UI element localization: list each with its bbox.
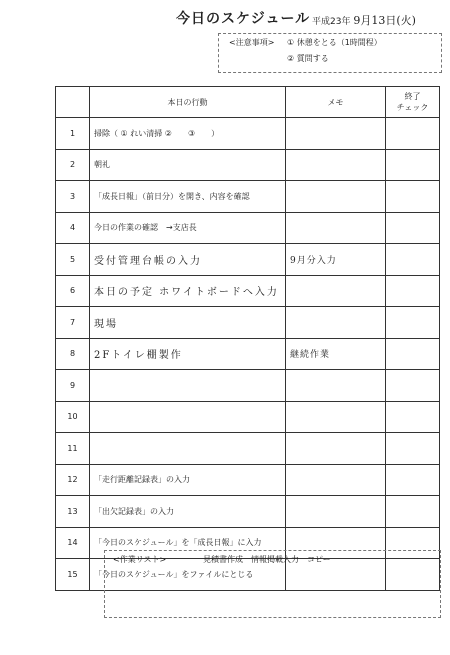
table-header-row xyxy=(56,87,440,118)
table-row xyxy=(56,212,440,244)
table-row xyxy=(56,370,440,402)
row-check-cell[interactable] xyxy=(386,244,440,276)
row-memo xyxy=(286,149,386,181)
row-task[interactable] xyxy=(90,370,286,402)
table-row xyxy=(56,275,440,307)
notes-item: ① 休憩をとる（1時間程） xyxy=(287,38,382,47)
page-title: 今日のスケジュール xyxy=(176,11,311,27)
row-number: 10 xyxy=(56,401,90,433)
row-number: 8 xyxy=(56,338,90,370)
row-memo xyxy=(286,181,386,213)
table-row xyxy=(56,149,440,181)
header-check-label: チェック xyxy=(396,103,429,112)
table-row xyxy=(56,338,440,370)
row-task: 朝礼 xyxy=(90,149,286,181)
row-memo xyxy=(286,275,386,307)
row-memo xyxy=(286,212,386,244)
row-number: 11 xyxy=(56,433,90,465)
header-memo: メモ xyxy=(286,87,386,118)
header-task: 本日の行動 xyxy=(90,87,286,118)
row-check-cell[interactable] xyxy=(386,370,440,402)
row-memo[interactable] xyxy=(286,370,386,402)
row-memo: 継続作業 xyxy=(286,338,386,370)
row-number: 13 xyxy=(56,496,90,528)
row-check-cell[interactable] xyxy=(386,338,440,370)
row-number: 12 xyxy=(56,464,90,496)
row-check-cell[interactable] xyxy=(386,433,440,465)
row-number: 7 xyxy=(56,307,90,339)
row-task: 「成長日報」（前日分）を開き、内容を確認 xyxy=(90,181,286,213)
row-task: 今日の作業の確認 →支店長 xyxy=(90,212,286,244)
row-number: 14 xyxy=(56,527,90,559)
row-task: 現場 xyxy=(90,307,286,339)
worklist-items: 見積書作成 情報掲載入力 コピー xyxy=(203,555,331,564)
row-memo xyxy=(286,496,386,528)
row-check-cell[interactable] xyxy=(386,275,440,307)
notes-label: <注意事項> xyxy=(229,38,275,47)
row-number: 9 xyxy=(56,370,90,402)
row-number: 3 xyxy=(56,181,90,213)
row-task: 本日の予定 ホワイトボードへ入力 xyxy=(90,275,286,307)
row-check-cell[interactable] xyxy=(386,181,440,213)
row-memo: 9月分入力 xyxy=(286,244,386,276)
row-task[interactable] xyxy=(90,433,286,465)
row-check-cell[interactable] xyxy=(386,464,440,496)
row-check-cell[interactable] xyxy=(386,307,440,339)
header-done-label: 終了 xyxy=(404,92,421,101)
row-check-cell[interactable] xyxy=(386,149,440,181)
table-row xyxy=(56,401,440,433)
worklist-label: <作業リスト> xyxy=(113,555,167,564)
row-task: 「今日のスケジュール」をファイルにとじる xyxy=(90,559,286,591)
notes-item: ② 質問する xyxy=(287,54,329,63)
table-row xyxy=(56,181,440,213)
row-number: 15 xyxy=(56,559,90,591)
row-task: 「出欠記録表」の入力 xyxy=(90,496,286,528)
notes-box xyxy=(218,33,442,73)
row-check-cell[interactable] xyxy=(386,118,440,150)
row-task: 受付管理台帳の入力 xyxy=(90,244,286,276)
row-memo xyxy=(286,307,386,339)
header-check xyxy=(386,87,440,118)
row-number: 5 xyxy=(56,244,90,276)
row-check-cell[interactable] xyxy=(386,401,440,433)
table-row xyxy=(56,496,440,528)
header-number xyxy=(56,87,90,118)
table-row xyxy=(56,464,440,496)
worklist-box xyxy=(104,550,441,618)
row-memo[interactable] xyxy=(286,401,386,433)
table-row xyxy=(56,433,440,465)
row-check-cell[interactable] xyxy=(386,212,440,244)
date-handwritten: 9月13日(火) xyxy=(353,14,416,27)
row-number: 4 xyxy=(56,212,90,244)
date-era: 平成23年 xyxy=(312,17,351,27)
row-number: 6 xyxy=(56,275,90,307)
date xyxy=(312,12,416,28)
row-task: 掃除（ ① れい清掃 ② ③ ） xyxy=(90,118,286,150)
row-memo xyxy=(286,118,386,150)
row-task: 2Fトイレ棚製作 xyxy=(90,338,286,370)
table-row xyxy=(56,118,440,150)
schedule-table xyxy=(55,86,440,591)
row-number: 1 xyxy=(56,118,90,150)
row-check-cell[interactable] xyxy=(386,496,440,528)
row-number: 2 xyxy=(56,149,90,181)
row-task: 「走行距離記録表」の入力 xyxy=(90,464,286,496)
row-memo[interactable] xyxy=(286,433,386,465)
row-task: 「今日のスケジュール」を「成長日報」に入力 xyxy=(90,527,286,559)
row-task[interactable] xyxy=(90,401,286,433)
table-row xyxy=(56,307,440,339)
row-memo xyxy=(286,464,386,496)
table-row xyxy=(56,244,440,276)
